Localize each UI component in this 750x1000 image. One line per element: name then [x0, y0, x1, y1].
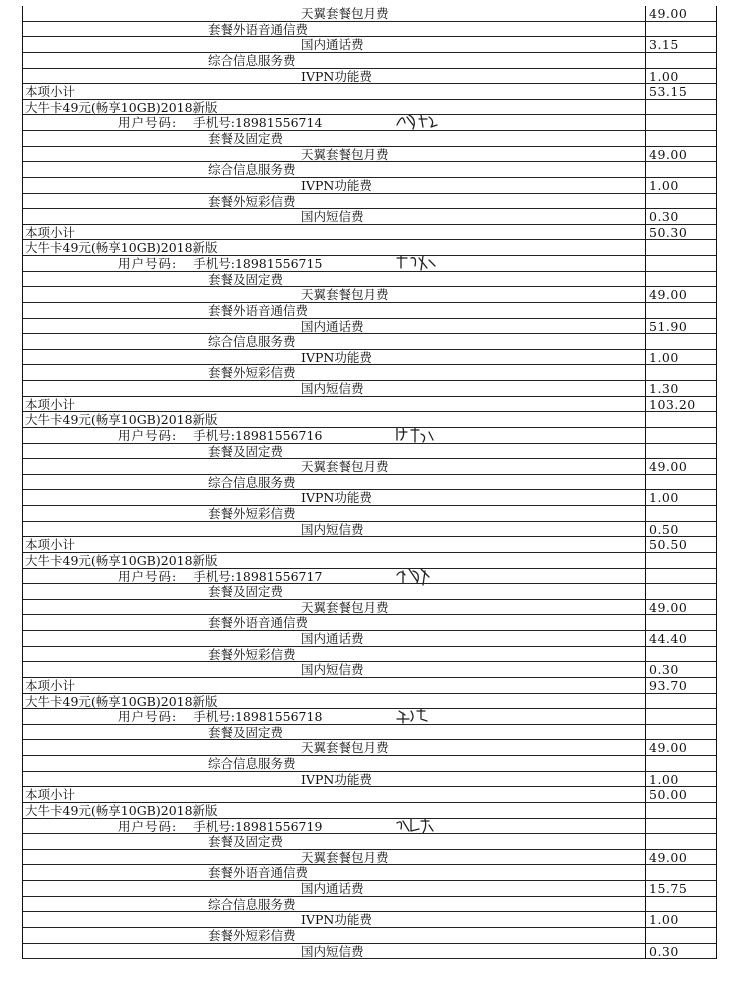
amount-cell	[645, 194, 716, 210]
bill-row-subtotal	[23, 787, 716, 803]
bill-row-item	[23, 209, 716, 225]
amount-cell: 15.75	[645, 881, 716, 897]
amount-cell	[645, 412, 716, 428]
amount-cell: 1.00	[645, 490, 716, 506]
package-name: 大牛卡49元(畅享10GB)2018新版	[25, 240, 218, 256]
bill-row-item	[23, 912, 716, 928]
amount-cell	[645, 569, 716, 585]
phone-label: 手机号:	[193, 818, 235, 834]
amount-cell: 93.70	[645, 678, 716, 694]
amount-cell	[645, 694, 716, 710]
phone-label: 手机号:	[193, 568, 235, 584]
amount-cell	[645, 584, 716, 600]
phone-label: 手机号:	[193, 256, 235, 271]
bill-row-item	[23, 381, 716, 397]
subtotal-label: 本项小计	[25, 396, 76, 412]
bill-row-subtotal	[23, 397, 716, 413]
amount-cell	[645, 428, 716, 444]
amount-cell: 1.30	[645, 381, 716, 397]
fee-item-label: 国内通话费	[301, 881, 364, 896]
package-name: 大牛卡49元(畅享10GB)2018新版	[25, 693, 218, 709]
bill-row-item	[23, 881, 716, 897]
amount-cell: 50.50	[645, 537, 716, 553]
bill-row-cat	[23, 928, 716, 944]
fee-item-label: 国内通话费	[301, 318, 364, 334]
fee-item-label: 天翼套餐包月费	[301, 459, 389, 475]
amount-cell	[645, 615, 716, 631]
bill-row-cat	[23, 272, 716, 288]
amount-cell	[645, 365, 716, 381]
billing-detail-table	[22, 6, 717, 959]
bill-row-user	[23, 256, 716, 272]
bill-row-package	[23, 553, 716, 569]
phone-label: 手机号:	[193, 427, 235, 443]
bill-row-cat	[23, 22, 716, 38]
bill-row-item	[23, 662, 716, 678]
amount-cell	[645, 334, 716, 350]
fee-item-label: 国内短信费	[301, 662, 364, 678]
amount-cell	[645, 553, 716, 569]
amount-cell: 1.00	[645, 178, 716, 194]
package-name: 大牛卡49元(畅享10GB)2018新版	[25, 552, 218, 568]
amount-cell: 1.00	[645, 350, 716, 366]
fee-category-label: 综合信息服务费	[208, 334, 296, 350]
bill-row-cat	[23, 647, 716, 663]
bill-row-cat	[23, 897, 716, 913]
bill-row-item	[23, 178, 716, 194]
amount-cell: 3.15	[645, 37, 716, 53]
bill-row-item	[23, 459, 716, 475]
user-number-field	[118, 819, 322, 834]
user-number-label: 用户号码:	[118, 568, 178, 584]
amount-cell: 1.00	[645, 912, 716, 928]
amount-cell	[645, 272, 716, 288]
fee-category-label: 套餐外语音通信费	[208, 21, 309, 37]
bill-row-subtotal	[23, 84, 716, 100]
amount-cell	[645, 865, 716, 881]
fee-category-label: 综合信息服务费	[208, 474, 296, 490]
bill-row-cat	[23, 444, 716, 460]
bill-row-user	[23, 428, 716, 444]
user-number-label: 用户号码:	[118, 709, 178, 725]
bill-row-item	[23, 600, 716, 616]
fee-category-label: 综合信息服务费	[208, 896, 296, 912]
bill-row-item	[23, 631, 716, 647]
bill-row-cat	[23, 475, 716, 491]
amount-cell	[645, 115, 716, 131]
bill-row-item	[23, 287, 716, 303]
bill-row-item	[23, 319, 716, 335]
fee-item-label: IVPN功能费	[301, 177, 372, 193]
bill-row-cat	[23, 334, 716, 350]
amount-cell	[645, 709, 716, 725]
phone-number: 18981556715	[234, 256, 323, 271]
amount-cell	[645, 506, 716, 522]
fee-category-label: 套餐外语音通信费	[208, 865, 309, 881]
fee-category-label: 套餐及固定费	[208, 834, 284, 850]
amount-cell	[645, 162, 716, 178]
bill-row-user	[23, 115, 716, 131]
bill-row-user	[23, 709, 716, 725]
amount-cell: 50.30	[645, 225, 716, 241]
fee-category-label: 套餐及固定费	[208, 724, 284, 740]
amount-cell	[645, 131, 716, 147]
subtotal-label: 本项小计	[25, 537, 76, 553]
bill-row-subtotal	[23, 537, 716, 553]
user-number-label: 用户号码:	[118, 256, 178, 271]
bill-row-cat	[23, 756, 716, 772]
amount-cell	[645, 240, 716, 256]
user-number-field	[118, 428, 322, 443]
amount-cell: 1.00	[645, 69, 716, 85]
phone-number: 18981556714	[234, 115, 323, 131]
amount-cell: 0.30	[645, 209, 716, 225]
bill-row-item	[23, 69, 716, 85]
fee-item-label: 天翼套餐包月费	[301, 599, 389, 615]
amount-cell: 49.00	[645, 740, 716, 756]
bill-row-cat	[23, 834, 716, 850]
amount-cell	[645, 303, 716, 319]
bill-row-cat	[23, 615, 716, 631]
bill-row-cat	[23, 162, 716, 178]
fee-item-label: 国内短信费	[301, 943, 364, 959]
fee-category-label: 套餐及固定费	[208, 271, 284, 287]
bill-row-item	[23, 147, 716, 163]
fee-item-label: IVPN功能费	[301, 349, 372, 365]
amount-cell: 49.00	[645, 850, 716, 866]
amount-cell: 0.30	[645, 662, 716, 678]
user-number-field	[118, 709, 322, 724]
user-number-label: 用户号码:	[118, 115, 178, 131]
fee-item-label: 天翼套餐包月费	[301, 146, 389, 162]
fee-category-label: 套餐外短彩信费	[208, 193, 296, 209]
bill-row-package	[23, 412, 716, 428]
fee-category-label: 套餐外短彩信费	[208, 365, 296, 381]
phone-label: 手机号:	[193, 709, 235, 725]
bill-row-item	[23, 6, 716, 22]
bill-row-item	[23, 37, 716, 53]
fee-item-label: IVPN功能费	[301, 771, 372, 787]
amount-cell: 49.00	[645, 147, 716, 163]
amount-cell	[645, 53, 716, 69]
fee-item-label: 国内短信费	[301, 209, 364, 225]
bill-row-item	[23, 740, 716, 756]
bill-row-cat	[23, 584, 716, 600]
amount-cell: 50.00	[645, 787, 716, 803]
amount-cell: 103.20	[645, 397, 716, 413]
amount-cell: 49.00	[645, 600, 716, 616]
package-name: 大牛卡49元(畅享10GB)2018新版	[25, 802, 218, 818]
phone-number: 18981556716	[234, 427, 323, 443]
user-number-field	[118, 115, 322, 130]
bill-row-item	[23, 772, 716, 788]
fee-category-label: 综合信息服务费	[208, 756, 296, 771]
subtotal-label: 本项小计	[25, 84, 76, 100]
bill-row-cat	[23, 865, 716, 881]
bill-row-item	[23, 850, 716, 866]
bill-row-package	[23, 100, 716, 116]
package-name: 大牛卡49元(畅享10GB)2018新版	[25, 99, 218, 115]
amount-cell	[645, 819, 716, 835]
subtotal-label: 本项小计	[25, 677, 76, 693]
bill-row-item	[23, 944, 716, 960]
bill-row-subtotal	[23, 225, 716, 241]
amount-cell	[645, 803, 716, 819]
bill-row-item	[23, 350, 716, 366]
phone-number: 18981556719	[234, 818, 323, 834]
fee-category-label: 套餐外短彩信费	[208, 927, 296, 943]
bill-row-cat	[23, 194, 716, 210]
fee-item-label: 天翼套餐包月费	[301, 287, 389, 303]
fee-category-label: 综合信息服务费	[208, 52, 296, 68]
amount-cell: 51.90	[645, 319, 716, 335]
amount-cell	[645, 834, 716, 850]
amount-cell	[645, 756, 716, 772]
amount-cell	[645, 100, 716, 116]
fee-item-label: 国内短信费	[301, 521, 364, 537]
fee-category-label: 套餐外语音通信费	[208, 302, 309, 318]
user-number-field	[118, 569, 322, 584]
bill-row-cat	[23, 506, 716, 522]
amount-cell	[645, 475, 716, 491]
fee-item-label: IVPN功能费	[301, 68, 372, 84]
fee-category-label: 套餐及固定费	[208, 443, 284, 459]
amount-cell: 1.00	[645, 772, 716, 788]
subtotal-label: 本项小计	[25, 787, 76, 803]
amount-cell: 0.30	[645, 944, 716, 960]
phone-number: 18981556718	[234, 709, 323, 725]
bill-row-user	[23, 569, 716, 585]
fee-item-label: 国内通话费	[301, 37, 364, 53]
bill-row-cat	[23, 303, 716, 319]
amount-cell	[645, 647, 716, 663]
bill-row-package	[23, 803, 716, 819]
bill-row-cat	[23, 365, 716, 381]
amount-cell: 49.00	[645, 287, 716, 303]
fee-item-label: IVPN功能费	[301, 912, 372, 928]
fee-category-label: 套餐外短彩信费	[208, 506, 296, 521]
fee-category-label: 综合信息服务费	[208, 162, 296, 178]
fee-item-label: 天翼套餐包月费	[301, 6, 389, 21]
fee-item-label: 国内通话费	[301, 631, 364, 646]
bill-row-package	[23, 240, 716, 256]
amount-cell	[645, 22, 716, 38]
fee-category-label: 套餐外语音通信费	[208, 615, 309, 631]
amount-cell: 49.00	[645, 459, 716, 475]
amount-cell: 0.50	[645, 522, 716, 538]
bill-row-cat	[23, 131, 716, 147]
user-number-field	[118, 256, 322, 271]
fee-category-label: 套餐外短彩信费	[208, 646, 296, 662]
bill-row-item	[23, 522, 716, 538]
fee-item-label: 国内短信费	[301, 381, 364, 396]
amount-cell	[645, 928, 716, 944]
fee-category-label: 套餐及固定费	[208, 131, 284, 146]
user-number-label: 用户号码:	[118, 818, 178, 834]
amount-cell: 53.15	[645, 84, 716, 100]
user-number-label: 用户号码:	[118, 427, 178, 443]
fee-item-label: 天翼套餐包月费	[301, 740, 389, 756]
phone-number: 18981556717	[234, 568, 323, 584]
phone-label: 手机号:	[193, 115, 235, 131]
fee-category-label: 套餐及固定费	[208, 584, 284, 600]
bill-row-item	[23, 490, 716, 506]
bill-row-user	[23, 819, 716, 835]
bill-row-cat	[23, 53, 716, 69]
package-name: 大牛卡49元(畅享10GB)2018新版	[25, 412, 218, 428]
bill-row-subtotal	[23, 678, 716, 694]
subtotal-label: 本项小计	[25, 224, 76, 240]
amount-cell	[645, 256, 716, 272]
bill-row-cat	[23, 725, 716, 741]
amount-cell: 49.00	[645, 6, 716, 22]
fee-item-label: 天翼套餐包月费	[301, 849, 389, 865]
bill-row-package	[23, 694, 716, 710]
amount-cell: 44.40	[645, 631, 716, 647]
amount-cell	[645, 897, 716, 913]
fee-item-label: IVPN功能费	[301, 490, 372, 506]
amount-cell	[645, 444, 716, 460]
amount-cell	[645, 725, 716, 741]
